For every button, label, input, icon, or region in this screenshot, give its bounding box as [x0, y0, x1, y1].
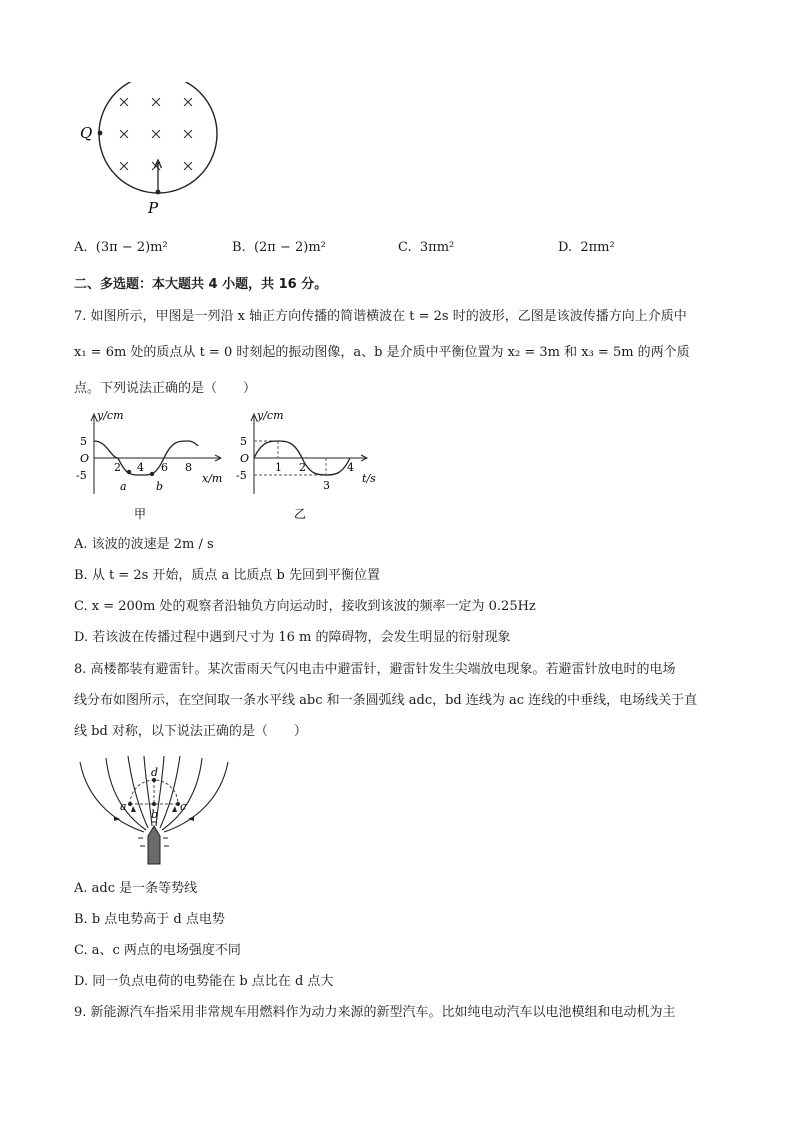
yi-t-tick-2: 2 [299, 461, 306, 474]
yi-y-tick-5: 5 [240, 435, 247, 448]
q8-option-d: D. 同一负点电荷的电势能在 b 点比在 d 点大 [74, 974, 334, 989]
yi-t-label: t/s [362, 472, 376, 485]
q7-stem-line-3: 点。下列说法正确的是（ ） [74, 381, 257, 396]
q6-option-a: A. (3π − 2)m² [74, 240, 168, 255]
jia-origin: O [80, 452, 90, 465]
q6-option-b: B. (2π − 2)m² [232, 240, 326, 255]
q6-option-c: C. 3πm² [398, 240, 455, 255]
q6-option-d: D. 2πm² [558, 240, 615, 255]
point-b-dot [152, 802, 156, 806]
yi-t-tick-4: 4 [347, 461, 354, 474]
jia-y-tick-5: 5 [80, 435, 87, 448]
q7-option-c: C. x = 200m 处的观察者沿轴负方向运动时，接收到该波的频率一定为 0.25Hz [74, 599, 536, 614]
q8-option-b: B. b 点电势高于 d 点电势 [74, 912, 225, 927]
jia-x-tick-8: 8 [185, 461, 192, 474]
q8-option-a: A. adc 是一条等势线 [74, 881, 198, 896]
q8-stem-line-3: 线 bd 对称，以下说法正确的是（ ） [74, 724, 307, 739]
magnetic-field-circle-figure [76, 82, 226, 217]
q8-option-c: C. a、c 两点的电场强度不同 [74, 943, 241, 958]
yi-origin: O [240, 452, 250, 465]
section-heading-multiple-choice: 二、多选题：本大题共 4 小题，共 16 分。 [74, 277, 328, 292]
jia-x-tick-4: 4 [137, 461, 144, 474]
q8-lightning-rod-figure [76, 754, 236, 870]
jia-caption: 甲 [134, 507, 147, 521]
q7-figure-jia-waveform [74, 406, 232, 524]
q7-option-a: A. 该波的波速是 2m / s [74, 537, 214, 552]
q9-stem-line-1: 9. 新能源汽车指采用非常规车用燃料作为动力来源的新型汽车。比如纯电动汽车以电池模组和电动机为主 [74, 1005, 676, 1020]
q7-option-d: D. 若该波在传播过程中遇到尺寸为 16 m 的障碍物，会发生明显的衍射现象 [74, 630, 511, 645]
label-q: Q [80, 124, 93, 142]
q7-stem-line-1: 7. 如图所示，甲图是一列沿 x 轴正方向传播的简谐横波在 t = 2s 时的波形，乙图是该波传播方向上介质中 [74, 309, 687, 324]
point-a-dot [128, 802, 132, 806]
label-p: P [148, 199, 159, 217]
q7-figure-yi-vibration [236, 406, 386, 524]
lightning-rod [148, 826, 160, 864]
jia-point-a [127, 470, 131, 474]
yi-y-tick-neg5: -5 [236, 469, 247, 482]
yi-y-label: y/cm [257, 409, 284, 422]
yi-t-tick-3: 3 [323, 479, 330, 492]
jia-x-tick-2: 2 [114, 461, 121, 474]
jia-x-tick-6: 6 [161, 461, 168, 474]
label-c: c [180, 800, 187, 813]
jia-label-a: a [120, 480, 127, 493]
q8-stem-line-2: 线分布如图所示，在空间取一条水平线 abc 和一条圆弧线 adc，bd 连线为 ac 连线的中垂线，电场线关于直 [74, 693, 698, 708]
jia-y-tick-neg5: -5 [76, 469, 87, 482]
jia-x-label: x/m [202, 472, 223, 485]
label-b: b [151, 808, 159, 821]
jia-y-label: y/cm [97, 409, 124, 422]
q8-stem-line-1: 8. 高楼都装有避雷针。某次雷雨天气闪电击中避雷针，避雷针发生尖端放电现象。若避雷针放电时的电场 [74, 662, 676, 677]
yi-t-tick-1: 1 [275, 461, 282, 474]
q7-stem-line-2: x₁ = 6m 处的质点从 t = 0 时刻起的振动图像，a、b 是介质中平衡位置为 x₂ = 3m 和 x₃ = 5m 的两个质 [74, 345, 690, 360]
q7-option-b: B. 从 t = 2s 开始，质点 a 比质点 b 先回到平衡位置 [74, 568, 381, 583]
label-d: d [151, 766, 159, 779]
label-a: a [120, 800, 127, 813]
point-q-dot [98, 131, 103, 136]
jia-label-b: b [156, 480, 164, 493]
jia-point-b [150, 472, 154, 476]
field-cross-markers [120, 98, 192, 170]
yi-caption: 乙 [294, 507, 307, 521]
